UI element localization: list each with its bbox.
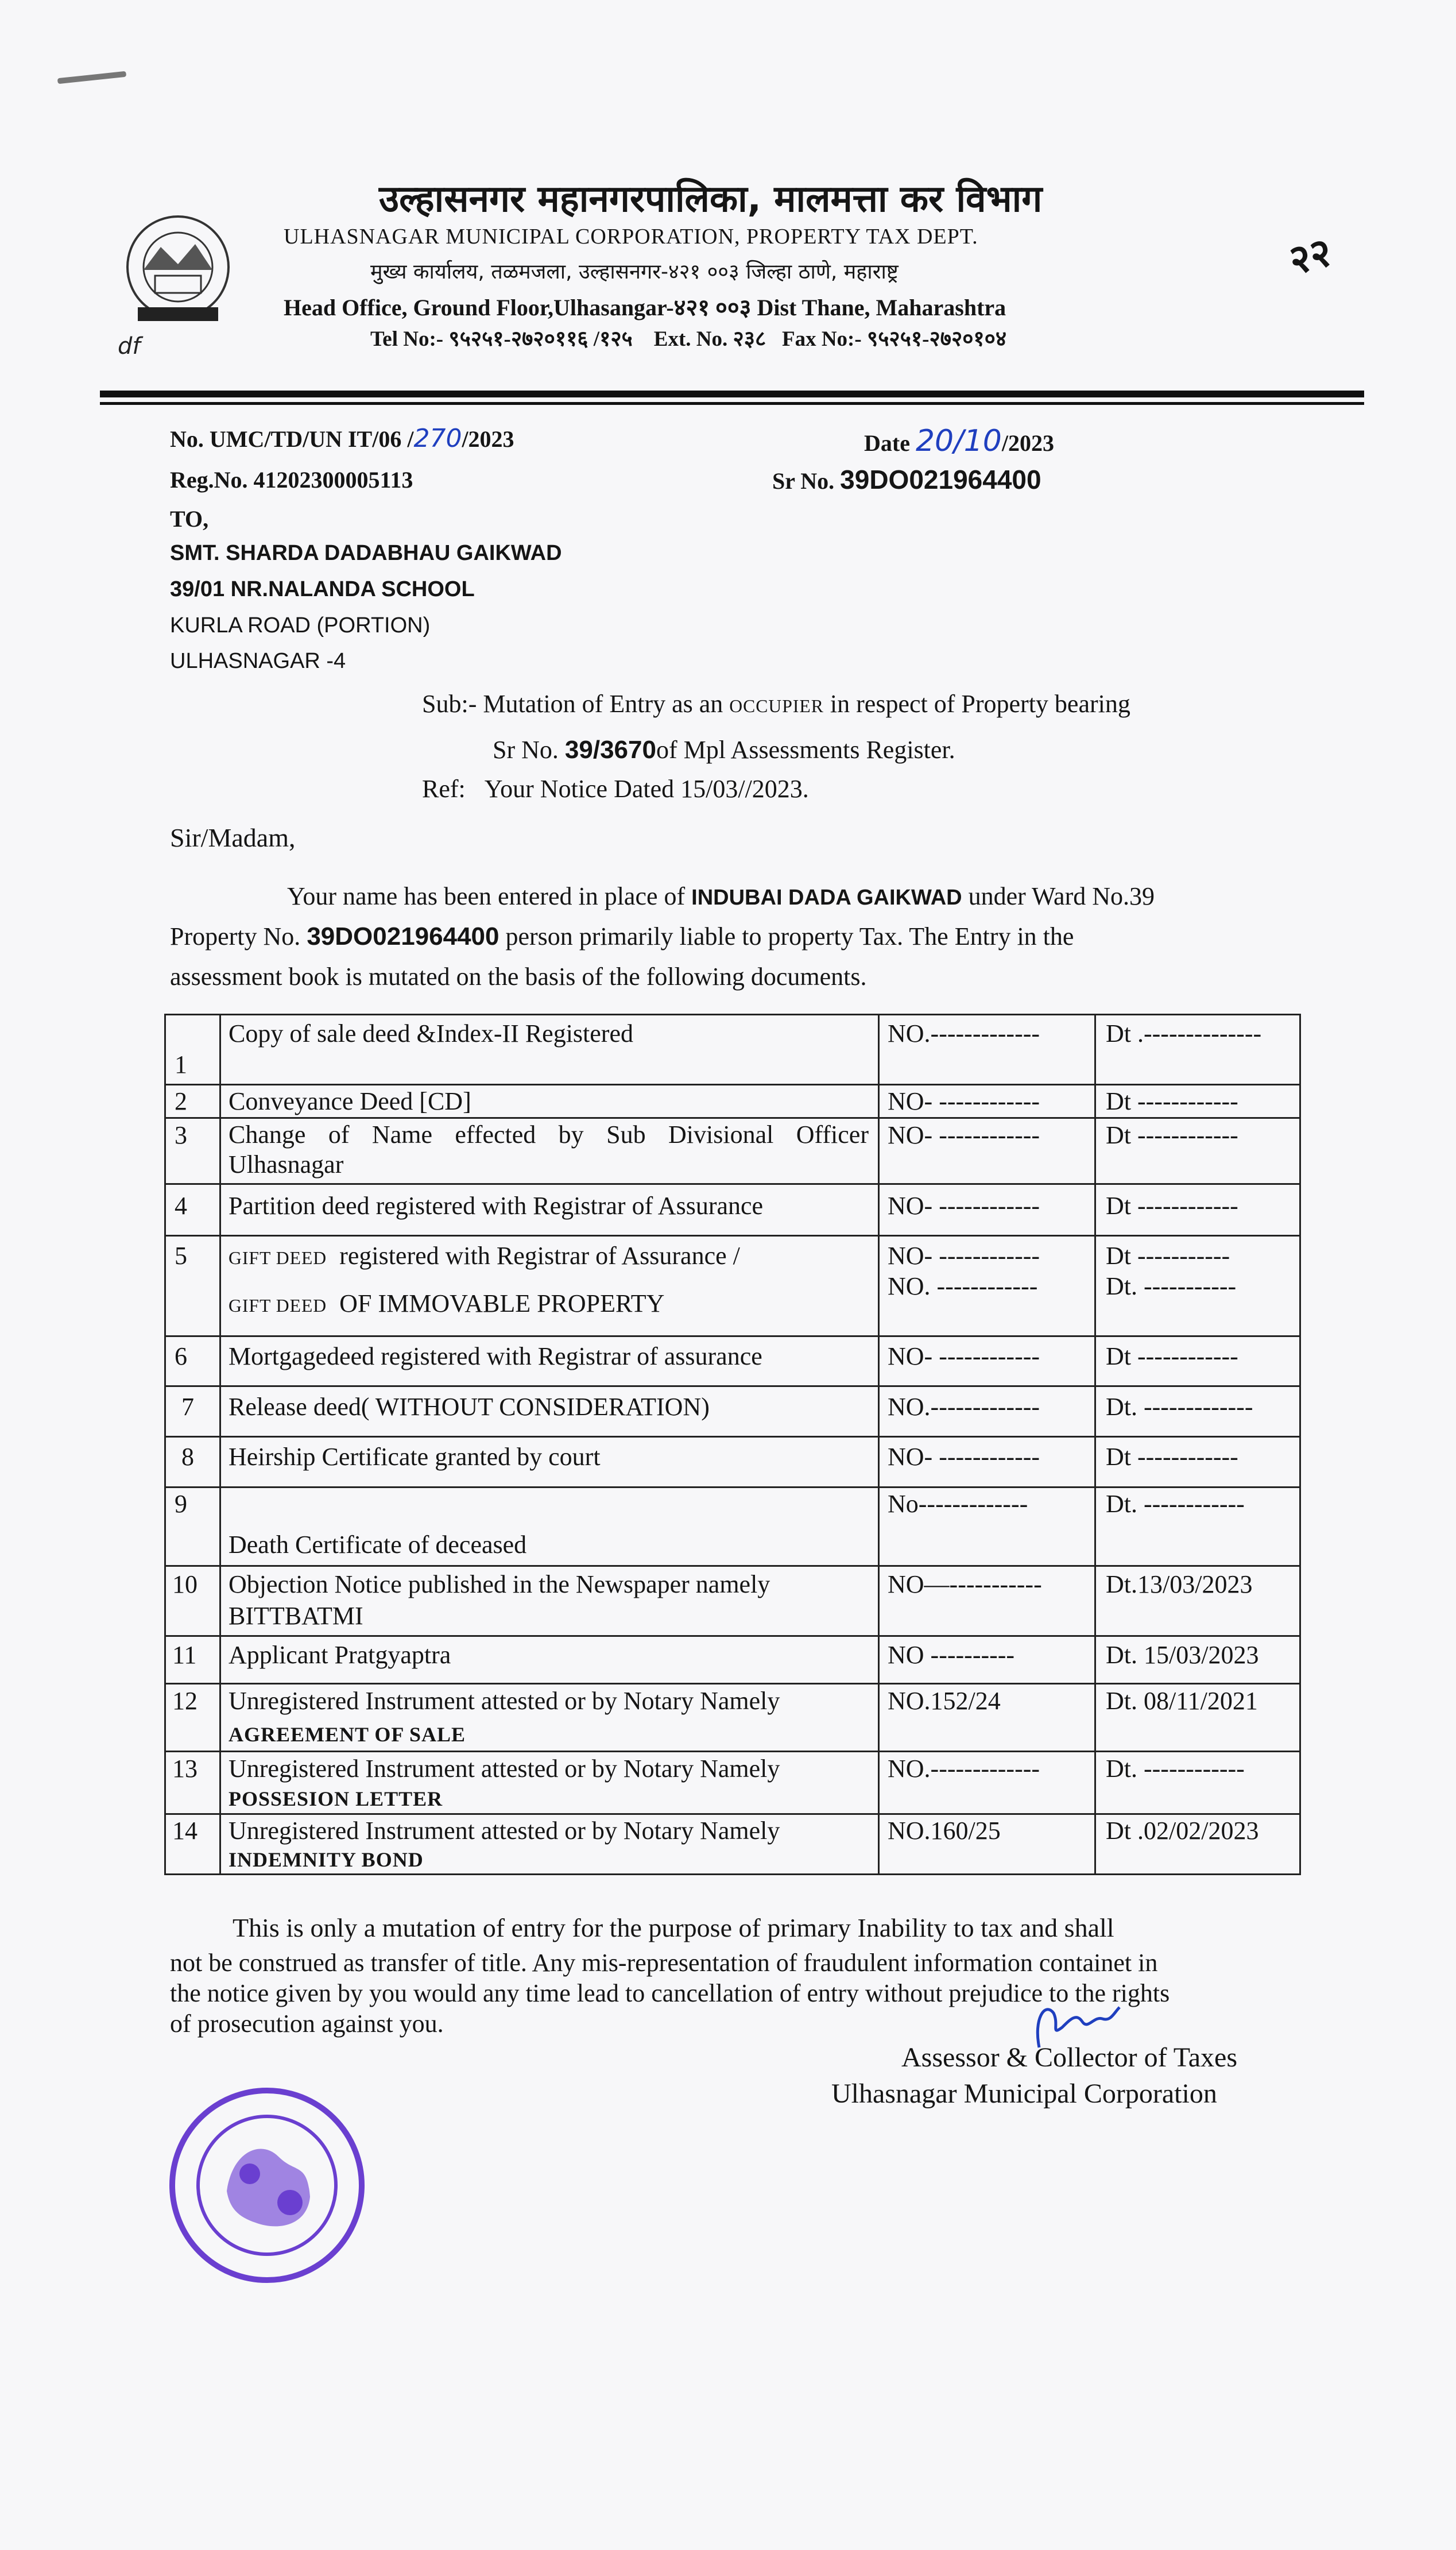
- row-2-number: 2: [175, 1087, 187, 1115]
- row-9-document: Death Certificate of deceased: [229, 1531, 527, 1559]
- row-7-document: Release deed( WITHOUT CONSIDERATION): [229, 1393, 710, 1421]
- initials-mark: df: [118, 333, 141, 360]
- disclaimer-line-4: of prosecution against you.: [170, 2010, 444, 2038]
- body-line-3: assessment book is mutated on the basis of the following documents.: [170, 963, 867, 991]
- row-3-no: NO- ------------: [888, 1121, 1040, 1149]
- row-7-number: 7: [181, 1393, 194, 1421]
- recipient-name: SMT. SHARDA DADABHAU GAIKWAD: [170, 541, 562, 565]
- subject-sr-line: Sr No. 39/3670of Mpl Assessments Register.: [493, 736, 955, 764]
- documents-table: [164, 1014, 1301, 1875]
- letter-number-handwritten: 270: [413, 424, 462, 453]
- subject-line: Sub:- Mutation of Entry as an OCCUPIER in respect of Property bearing: [422, 690, 1130, 718]
- letter-date: Date 20/10/2023: [864, 424, 1054, 458]
- row-10-no: NO—-----------: [888, 1570, 1042, 1598]
- row-14-document: Unregistered Instrument attested or by Notary Namely: [229, 1817, 780, 1845]
- row-10-number: 10: [172, 1570, 198, 1598]
- row-12-number: 12: [172, 1687, 198, 1715]
- row-9-date: Dt. ------------: [1106, 1490, 1245, 1518]
- row-14-date: Dt .02/02/2023: [1106, 1817, 1259, 1845]
- header-rule-thick: [100, 391, 1364, 397]
- reference-line: Ref: Your Notice Dated 15/03//2023.: [422, 775, 809, 803]
- date-handwritten: 20/10: [915, 424, 1002, 458]
- row-8-number: 8: [181, 1443, 194, 1471]
- sr-number: Sr No. 39DO021964400: [772, 465, 1041, 494]
- row-5-document-line-1: GIFT DEED registered with Registrar of Assurance /: [229, 1242, 740, 1270]
- row-13-no: NO.-------------: [888, 1755, 1040, 1783]
- row-3-document: Change of Name effected by Sub Divisional Officer Ulhasnagar: [229, 1121, 869, 1179]
- row-1-no: NO.-------------: [888, 1019, 1040, 1048]
- row-6-number: 6: [175, 1342, 187, 1370]
- title-marathi: उल्हासनगर महानगरपालिका, मालमत्ता कर विभाग: [379, 178, 1043, 221]
- row-13-number: 13: [172, 1755, 198, 1783]
- row-5-no: NO- ------------: [888, 1242, 1040, 1270]
- salutation: Sir/Madam,: [170, 823, 296, 852]
- row-8-no: NO- ------------: [888, 1443, 1040, 1471]
- address-english: Head Office, Ground Floor,Ulhasangar-४२१ ००३ Dist Thane, Maharashtra: [284, 295, 1006, 320]
- row-11-date: Dt. 15/03/2023: [1106, 1641, 1259, 1669]
- row-11-number: 11: [172, 1641, 197, 1669]
- row-12-instrument: AGREEMENT OF SALE: [229, 1723, 466, 1746]
- row-11-document: Applicant Pratgyaptra: [229, 1641, 451, 1669]
- row-4-document: Partition deed registered with Registrar of Assurance: [229, 1192, 764, 1220]
- contact-line: Tel No:- ९५२५१-२७२०११६ /१२५ Ext. No. २३८ Fax No:- ९५२५१-२७२०१०४: [370, 327, 1007, 351]
- row-1-date: Dt .--------------: [1106, 1019, 1262, 1048]
- row-4-number: 4: [175, 1192, 187, 1220]
- row-13-date: Dt. ------------: [1106, 1755, 1245, 1783]
- row-5-date: Dt -----------: [1106, 1242, 1230, 1270]
- row-4-date: Dt ------------: [1106, 1192, 1238, 1220]
- row-8-date: Dt ------------: [1106, 1443, 1238, 1471]
- row-6-no: NO- ------------: [888, 1342, 1040, 1370]
- row-5-date-2: Dt. -----------: [1106, 1272, 1237, 1300]
- reg-number: Reg.No. 41202300005113: [170, 467, 413, 493]
- row-3-number: 3: [175, 1121, 187, 1149]
- row-10-newspaper: BITTBATMI: [229, 1602, 363, 1630]
- row-14-number: 14: [172, 1817, 198, 1845]
- signatory-title: Assessor & Collector of Taxes: [901, 2042, 1237, 2073]
- disclaimer-line-3: the notice given by you would any time lead to cancellation of entry without prejudice to the rights: [170, 1979, 1170, 2007]
- row-6-date: Dt ------------: [1106, 1342, 1238, 1370]
- row-5-no-2: NO. ------------: [888, 1272, 1038, 1300]
- row-5-number: 5: [175, 1242, 187, 1270]
- body-line-1: Your name has been entered in place of INDUBAI DADA GAIKWAD under Ward No.39: [287, 882, 1155, 910]
- row-5-document-line-2: GIFT DEED OF IMMOVABLE PROPERTY: [229, 1289, 665, 1318]
- row-6-document: Mortgagedeed registered with Registrar of assurance: [229, 1342, 762, 1370]
- row-10-document: Objection Notice published in the Newspaper namely: [229, 1570, 770, 1598]
- row-2-date: Dt ------------: [1106, 1087, 1238, 1115]
- signatory-organization: Ulhasnagar Municipal Corporation: [831, 2078, 1217, 2109]
- body-line-2: Property No. 39DO021964400 person primarily liable to property Tax. The Entry in the: [170, 922, 1074, 951]
- row-2-no: NO- ------------: [888, 1087, 1040, 1115]
- row-2-document: Conveyance Deed [CD]: [229, 1087, 471, 1115]
- row-12-document: Unregistered Instrument attested or by Notary Namely: [229, 1687, 780, 1715]
- official-stamp: [164, 2082, 370, 2289]
- row-14-instrument: INDEMNITY BOND: [229, 1848, 424, 1871]
- row-12-no: NO.152/24: [888, 1687, 1001, 1715]
- row-13-instrument: POSSESION LETTER: [229, 1787, 443, 1810]
- row-9-number: 9: [175, 1490, 187, 1518]
- margin-mark: २२: [1284, 227, 1337, 284]
- row-1-document: Copy of sale deed &Index-II Registered: [229, 1019, 633, 1048]
- row-9-no: No-------------: [888, 1490, 1028, 1518]
- recipient-address-2: KURLA ROAD (PORTION): [170, 613, 431, 638]
- header-rule-thin: [100, 402, 1364, 405]
- row-7-date: Dt. -------------: [1106, 1393, 1253, 1421]
- row-8-document: Heirship Certificate granted by court: [229, 1443, 601, 1471]
- title-english: ULHASNAGAR MUNICIPAL CORPORATION, PROPERTY TAX DEPT.: [284, 225, 978, 249]
- recipient-address-3: ULHASNAGAR -4: [170, 649, 346, 673]
- row-12-date: Dt. 08/11/2021: [1106, 1687, 1258, 1715]
- letter-number: No. UMC/TD/UN IT/06 /270/2023: [170, 424, 514, 453]
- disclaimer-line-1: This is only a mutation of entry for the purpose of primary Inability to tax and shall: [233, 1913, 1114, 1942]
- row-4-no: NO- ------------: [888, 1192, 1040, 1220]
- row-13-document: Unregistered Instrument attested or by Notary Namely: [229, 1755, 780, 1783]
- row-10-date: Dt.13/03/2023: [1106, 1570, 1253, 1598]
- row-3-date: Dt ------------: [1106, 1121, 1238, 1149]
- municipal-emblem-logo: [121, 212, 235, 327]
- staple-mark: [57, 71, 126, 84]
- address-marathi: मुख्य कार्यालय, तळमजला, उल्हासनगर-४२१ ००३ जिल्हा ठाणे, महाराष्ट्र: [370, 260, 899, 284]
- row-7-no: NO.-------------: [888, 1393, 1040, 1421]
- recipient-address-1: 39/01 NR.NALANDA SCHOOL: [170, 577, 475, 601]
- row-14-no: NO.160/25: [888, 1817, 1001, 1845]
- row-1-number: 1: [175, 1050, 187, 1079]
- recipient-to: TO,: [170, 506, 209, 532]
- disclaimer-line-2: not be construed as transfer of title. Any mis-representation of fraudulent information containet in: [170, 1949, 1158, 1977]
- row-11-no: NO ----------: [888, 1641, 1015, 1669]
